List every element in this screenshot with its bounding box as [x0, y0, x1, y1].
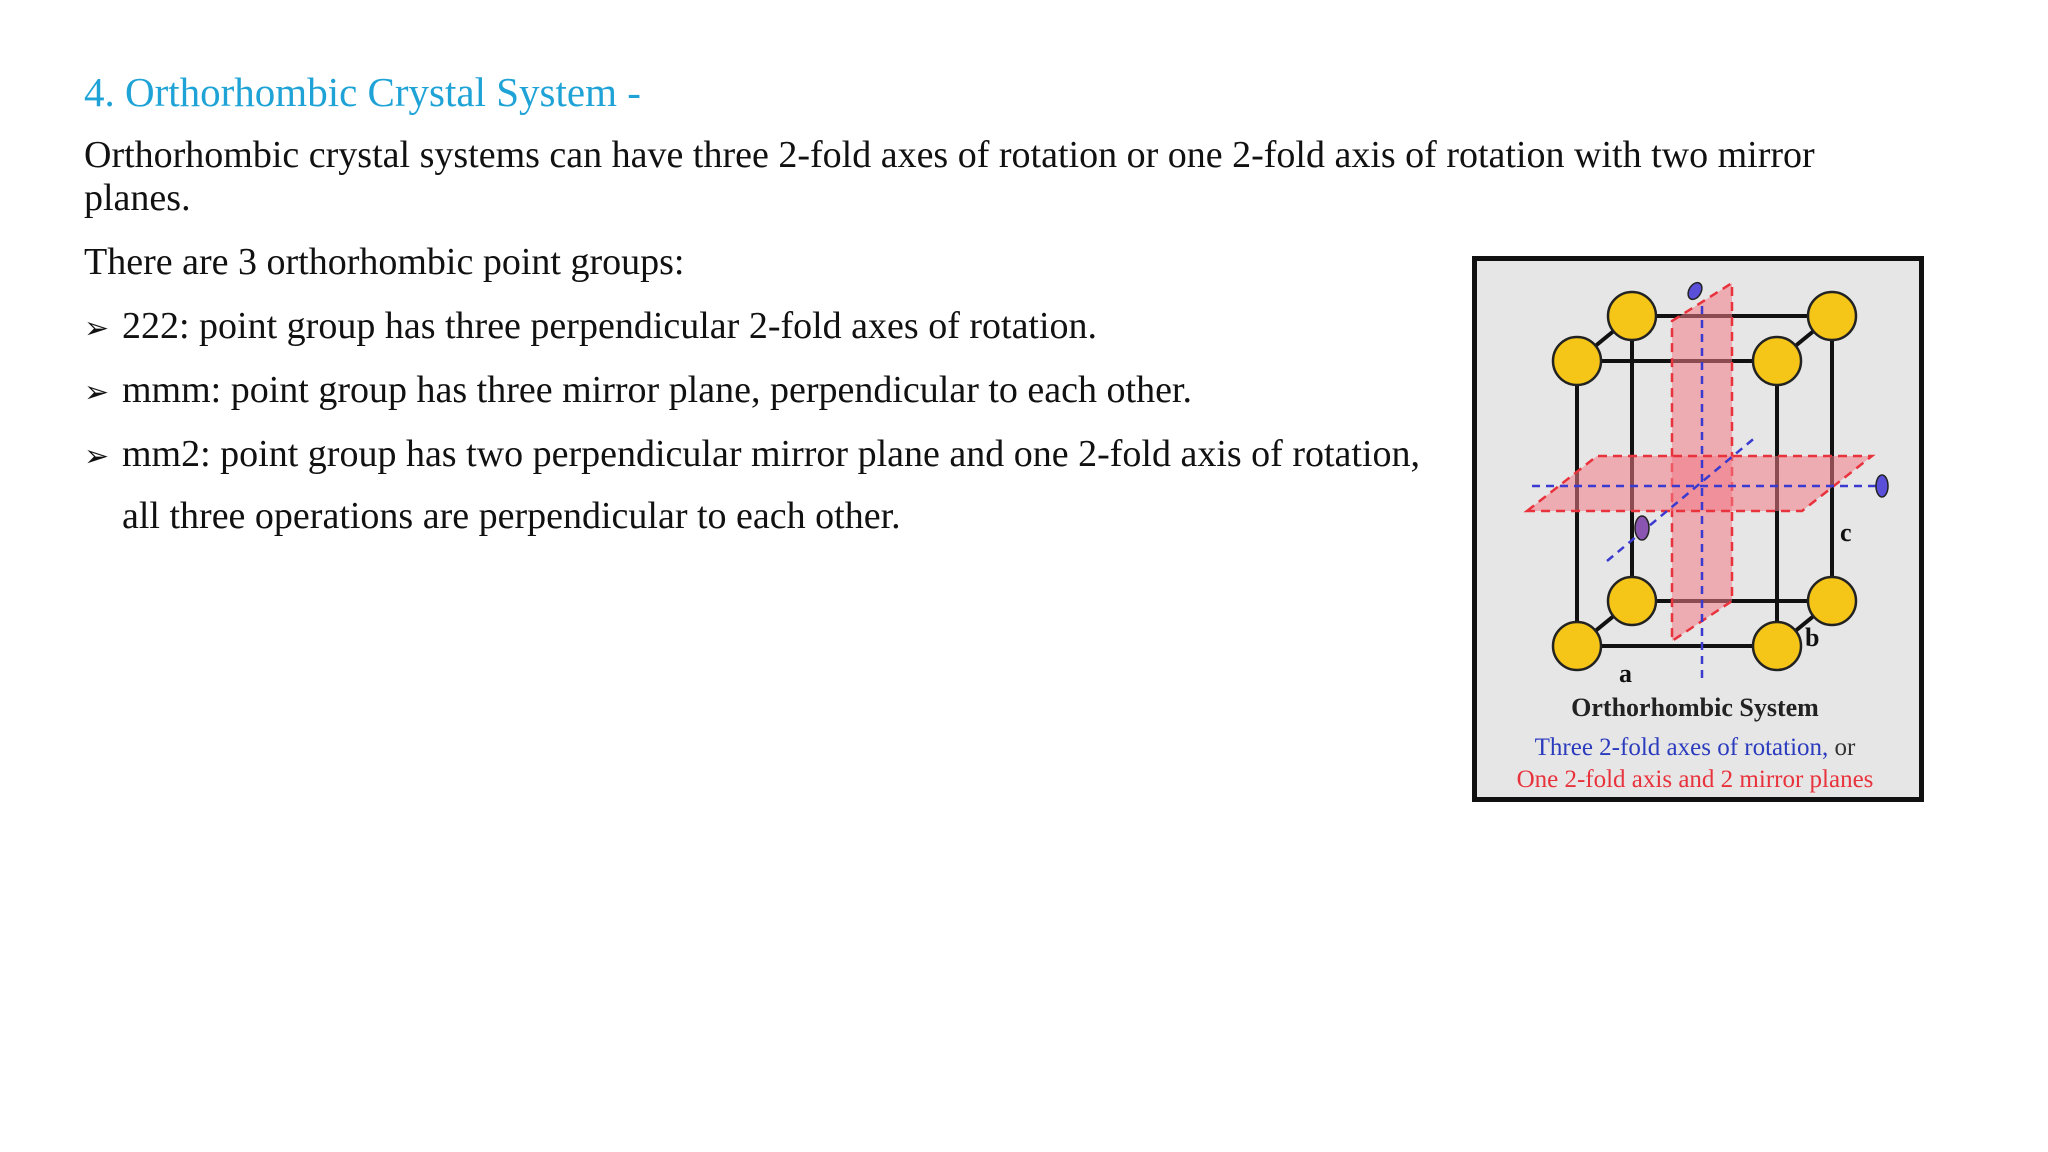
atom	[1553, 622, 1601, 670]
orthorhombic-figure	[1472, 256, 1924, 802]
arrow-bullet-icon: ➢	[84, 311, 110, 346]
arrow-bullet-icon: ➢	[84, 439, 110, 474]
arrow-bullet-icon: ➢	[84, 375, 110, 410]
bullet-text: 222: point group has three perpendicular 2-fold axes of rotation.	[122, 305, 1098, 347]
figure-caption-line1	[1535, 734, 1856, 761]
two-fold-axis-top-icon	[1685, 280, 1704, 302]
figure-caption-line2: One 2-fold axis and 2 mirror planes	[1516, 766, 1874, 793]
atom	[1608, 577, 1656, 625]
atom	[1753, 337, 1801, 385]
orthorhombic-diagram	[1477, 261, 1919, 797]
atom	[1808, 577, 1856, 625]
two-fold-axis-right-icon	[1876, 475, 1888, 497]
axis-label-b: b	[1805, 623, 1820, 652]
bullet-text: mm2: point group has two perpendicular mirror plane and one 2-fold axis of rotation,	[122, 433, 1421, 475]
slide-title: 4. Orthorhombic Crystal System -	[84, 69, 641, 115]
bullet-mm2	[84, 432, 1420, 479]
atom	[1608, 292, 1656, 340]
two-fold-axis-front-icon	[1635, 516, 1649, 540]
atom	[1753, 622, 1801, 670]
intro-paragraph: Orthorhombic crystal systems can have three 2-fold axes of rotation or one 2-fold axis of rotation with two mirror planes.	[84, 134, 1815, 219]
bullet-mmm	[84, 368, 1192, 415]
caption-blue-text: Three 2-fold axes of rotation,	[1534, 734, 1829, 761]
caption-or-text: or	[1828, 734, 1856, 761]
bullet-mm2-continuation: all three operations are perpendicular to each other.	[122, 495, 901, 537]
bullet-222	[84, 304, 1097, 351]
bullet-text: mmm: point group has three mirror plane, perpendicular to each other.	[122, 369, 1192, 411]
axis-label-c: c	[1840, 518, 1852, 547]
point-groups-intro: There are 3 orthorhombic point groups:	[84, 241, 685, 283]
atom	[1553, 337, 1601, 385]
atom	[1808, 292, 1856, 340]
axis-label-a: a	[1619, 659, 1632, 688]
figure-caption-title: Orthorhombic System	[1571, 693, 1819, 722]
